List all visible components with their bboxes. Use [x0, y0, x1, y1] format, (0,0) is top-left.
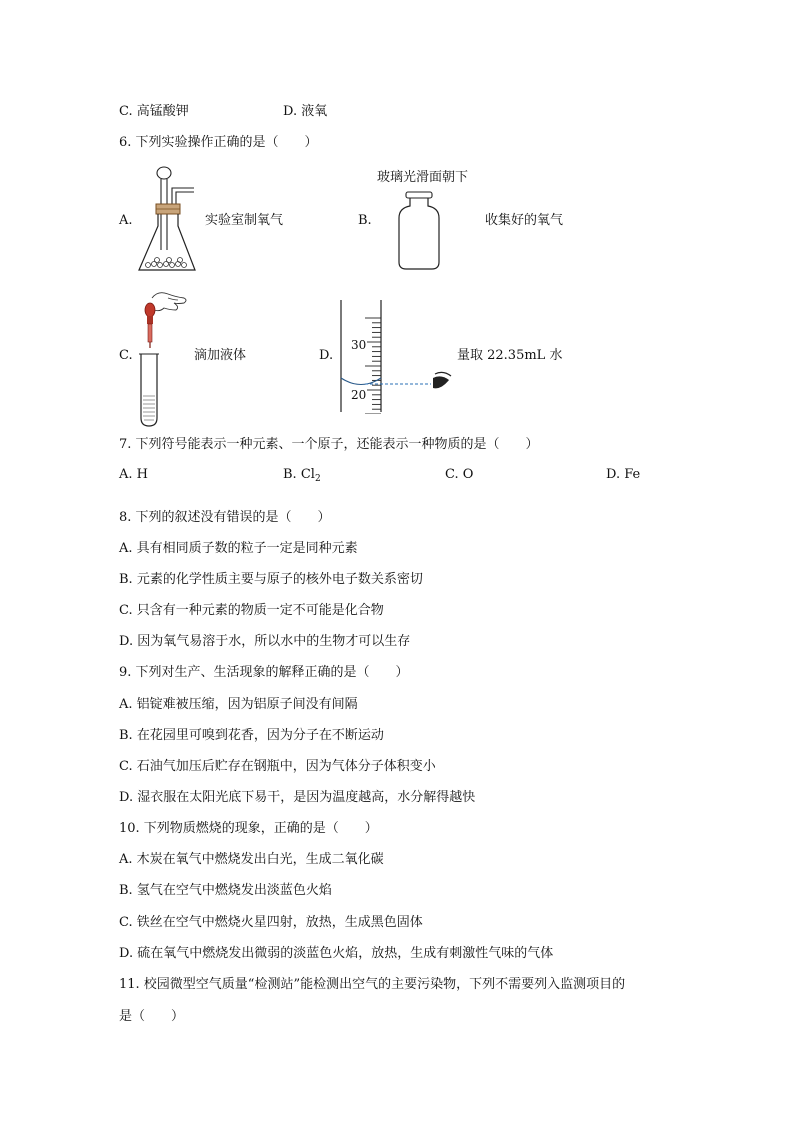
q10-option-b: B. 氢气在空气中燃烧发出淡蓝色火焰: [119, 883, 332, 898]
q6-d-label: D.: [319, 348, 334, 363]
q9-option-c: C. 石油气加压后贮存在钢瓶中，因为气体分子体积变小: [119, 759, 436, 774]
q8-option-b: B. 元素的化学性质主要与原子的核外电子数关系密切: [119, 572, 423, 587]
q9-stem: 9. 下列对生产、生活现象的解释正确的是（ ）: [119, 665, 409, 680]
q8-option-d: D. 因为氧气易溶于水，所以水中的生物才可以生存: [119, 634, 411, 649]
q6-a-label: A.: [119, 213, 133, 228]
q6-b-caption: 玻璃光滑面朝下: [377, 170, 469, 185]
q6-a-text: 实验室制氧气: [205, 213, 284, 228]
q10-option-a: A. 木炭在氧气中燃烧发出白光，生成二氧化碳: [119, 852, 384, 867]
cylinder-tick-20: 20: [351, 388, 367, 402]
gas-bottle-figure: [396, 190, 442, 272]
q6-stem: 6. 下列实验操作正确的是（ ）: [119, 135, 318, 150]
q6-c-label: C.: [119, 348, 133, 363]
q6-c-text: 滴加液体: [194, 348, 247, 363]
cylinder-tick-30: 30: [351, 338, 367, 352]
q11-stem-line1: 11. 校园微型空气质量“检测站”能检测出空气的主要污染物，下列不需要列入监测项目的: [119, 977, 626, 992]
q8-option-a: A. 具有相同质子数的粒子一定是同种元素: [119, 541, 358, 556]
q7-stem: 7. 下列符号能表示一种元素、一个原子，还能表示一种物质的是（ ）: [119, 437, 539, 452]
dropper-test-tube-figure: [134, 288, 192, 428]
q10-stem: 10. 下列物质燃烧的现象，正确的是（ ）: [119, 821, 378, 836]
q5-option-c: C. 高锰酸钾: [119, 104, 189, 119]
q9-option-d: D. 湿衣服在太阳光底下易干，是因为温度越高，水分解得越快: [119, 790, 476, 805]
q6-b-label: B.: [358, 213, 372, 228]
flask-apparatus-figure: [134, 164, 202, 276]
q10-option-c: C. 铁丝在空气中燃烧火星四射，放热，生成黑色固体: [119, 915, 423, 930]
q11-stem-line2: 是（ ）: [119, 1009, 185, 1024]
q7-option-c: C. O: [445, 467, 474, 482]
q7-option-d: D. Fe: [606, 467, 641, 482]
q10-option-d: D. 硫在氧气中燃烧发出微弱的淡蓝色火焰，放热，生成有刺激性气味的气体: [119, 946, 554, 961]
q7-option-b: B. $Cl_2$: [283, 467, 321, 484]
q6-d-text: 量取 22.35mL 水: [457, 348, 563, 363]
q9-option-a: A. 铝锭难被压缩，因为铝原子间没有间隔: [119, 697, 358, 712]
q7-option-a: A. H: [119, 467, 148, 482]
q8-option-c: C. 只含有一种元素的物质一定不可能是化合物: [119, 603, 384, 618]
q5-option-d: D. 液氧: [283, 104, 328, 119]
q8-stem: 8. 下列的叙述没有错误的是（ ）: [119, 510, 331, 525]
q9-option-b: B. 在花园里可嗅到花香，因为分子在不断运动: [119, 728, 384, 743]
q6-b-text: 收集好的氧气: [485, 213, 564, 228]
